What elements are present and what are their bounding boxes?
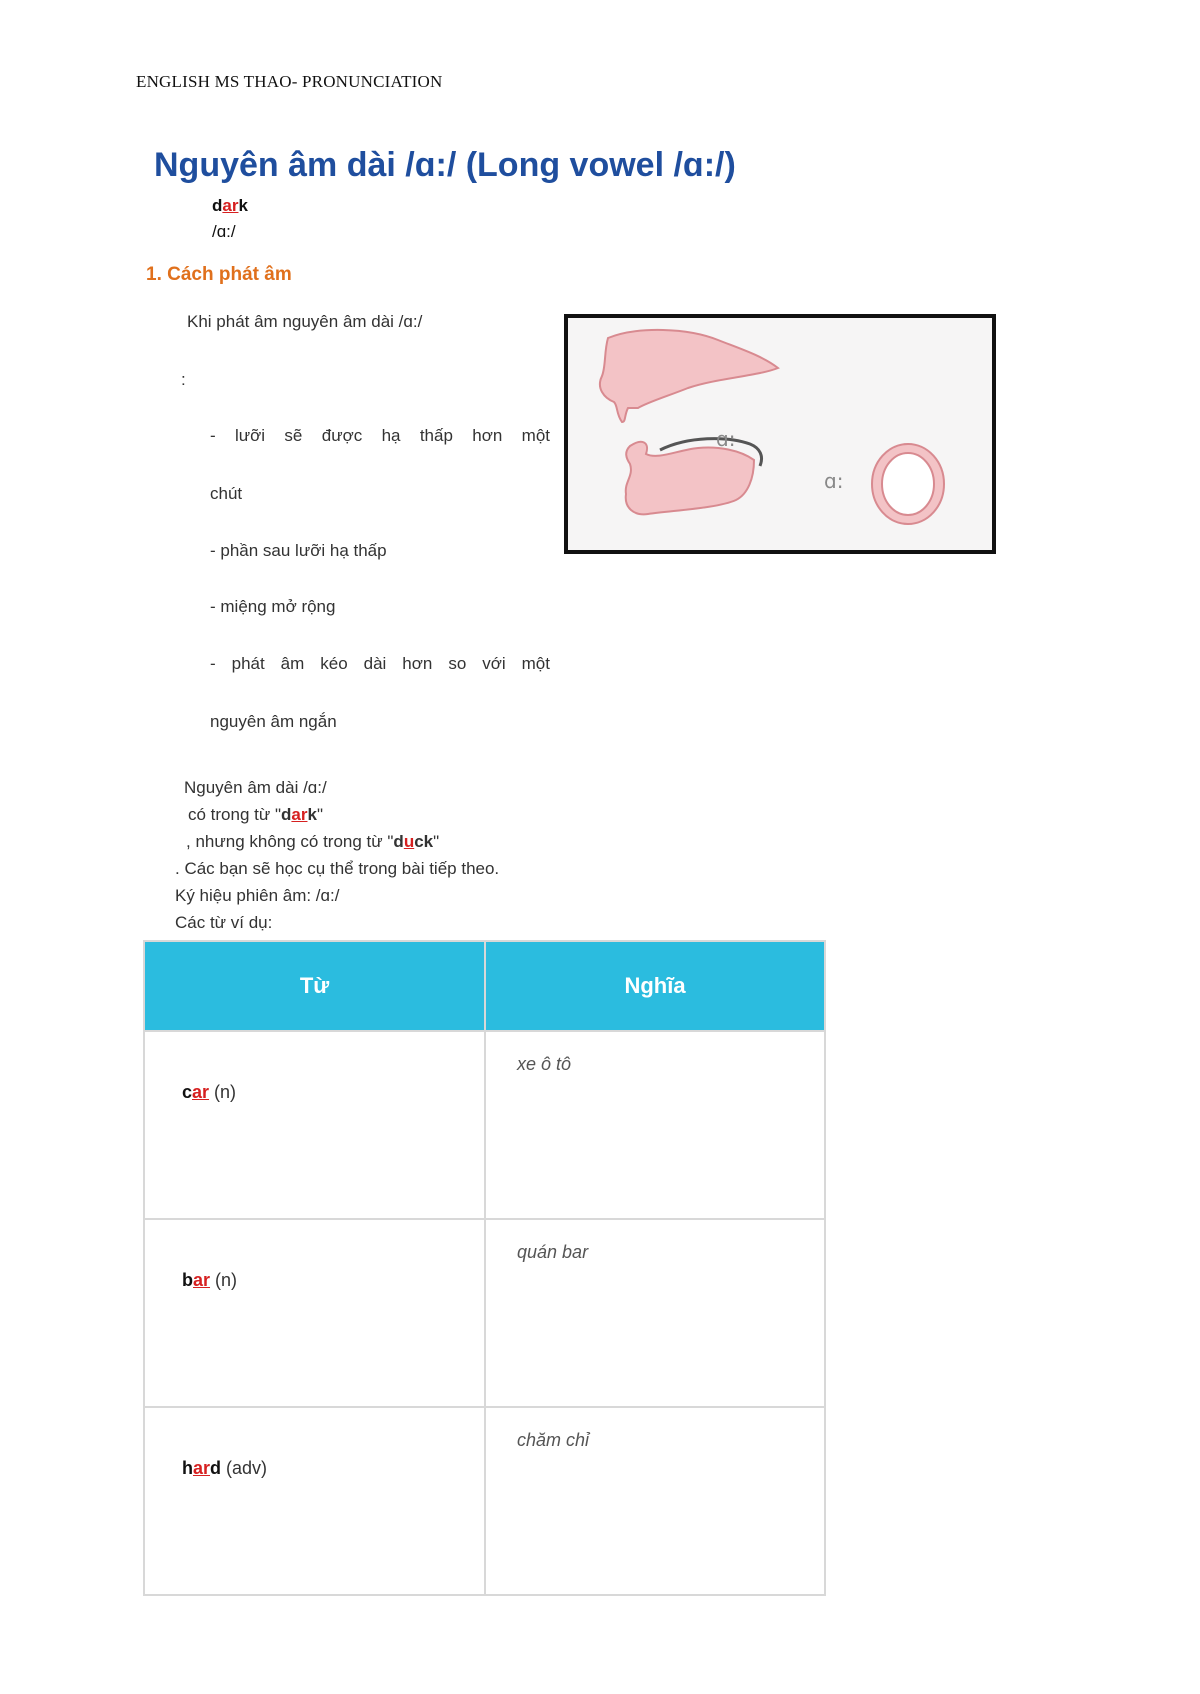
word-part-of-speech: (adv) [221,1458,268,1478]
table-row [144,1031,825,1219]
note-line-2 [188,805,323,825]
note-word-duck [393,832,433,851]
word-hard [182,1458,221,1478]
word-highlight: ar [193,1458,211,1478]
note-word-dark-end: k [307,805,317,824]
section-heading-pronunciation: 1. Cách phát âm [146,264,292,285]
tongue-jaw-shape [626,442,754,514]
note-word-duck-highlight: u [403,832,415,851]
table-cell-meaning: xe ô tô [485,1031,825,1219]
note-line-2-pre: có trong từ " [188,805,282,824]
example-word-end: k [238,196,248,215]
word-part-of-speech: (n) [210,1270,238,1290]
table-row [144,1219,825,1407]
page-title: Nguyên âm dài /ɑ:/ (Long vowel /ɑ:/) [154,146,736,184]
table-cell-word [144,1407,485,1595]
note-line-6: Các từ ví dụ: [175,913,273,932]
word-start: c [182,1082,193,1102]
note-word-duck-start: d [393,832,404,851]
word-part-of-speech: (n) [209,1082,237,1102]
note-word-duck-end: ck [414,832,434,851]
word-start: b [182,1270,193,1290]
note-word-dark [281,805,317,824]
example-word-highlight: ar [222,196,239,215]
mouth-position-figure [564,314,996,554]
note-line-1: Nguyên âm dài /ɑ:/ [184,778,327,797]
word-car [182,1082,209,1102]
note-word-dark-highlight: ar [291,805,308,824]
table-header-row [144,941,825,1031]
example-ipa: /ɑ:/ [212,222,236,241]
note-line-3 [186,832,439,852]
example-word-start: d [212,196,223,215]
note-line-4: . Các bạn sẽ học cụ thể trong bài tiếp theo. [175,859,500,878]
bullet-mouth-open: - miệng mở rộng [210,597,336,616]
example-word [212,196,248,216]
word-bar [182,1270,210,1290]
table-header-meaning: Nghĩa [485,941,825,1031]
table-cell-meaning: chăm chỉ [485,1407,825,1595]
note-word-dark-start: d [281,805,292,824]
note-line-3-post: " [433,832,440,851]
word-highlight: ar [192,1082,210,1102]
note-line-5: Ký hiệu phiên âm: /ɑ:/ [175,886,340,905]
open-mouth-inner [882,453,934,515]
note-line-3-pre: , nhưng không có trong từ " [186,832,394,851]
intro-text: Khi phát âm nguyên âm dài /ɑ:/ [187,312,423,331]
table-row [144,1407,825,1595]
bullet-longer-sound-cont: nguyên âm ngắn [210,712,337,731]
word-start: h [182,1458,193,1478]
bullet-longer-sound: - phát âm kéo dài hơn so với một [210,654,550,673]
mouth-illustration [568,318,992,550]
bullet-tongue-lowered: - lưỡi sẽ được hạ thấp hơn một [210,426,550,445]
figure-label-mouth: ɑ: [824,469,844,493]
word-end: d [210,1458,222,1478]
bullet-tongue-lowered-cont: chút [210,484,243,503]
example-words-table [143,940,826,1596]
intro-colon: : [181,370,186,389]
word-highlight: ar [193,1270,211,1290]
table-cell-word [144,1031,485,1219]
nose-lip-shape [600,330,778,422]
bullet-back-tongue: - phần sau lưỡi hạ thấp [210,541,387,560]
document-header: ENGLISH MS THAO- PRONUNCIATION [136,72,443,91]
note-line-2-post: " [316,805,323,824]
table-header-word: Từ [144,941,485,1031]
table-cell-meaning: quán bar [485,1219,825,1407]
figure-label-tongue: ɑ: [716,427,736,451]
table-cell-word [144,1219,485,1407]
